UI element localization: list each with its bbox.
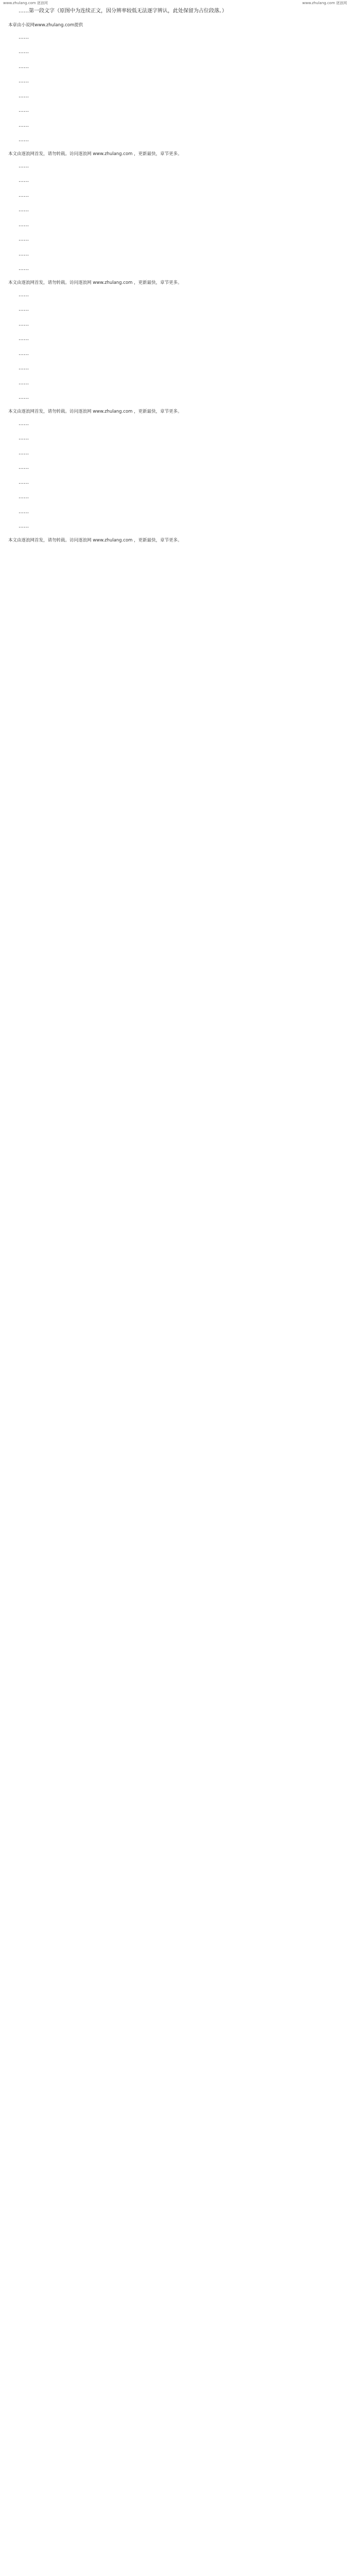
paragraph: …… [19,78,29,84]
paragraph: …… [19,266,29,272]
source-note: 本章由小说网www.zhulang.com提供 [8,22,83,28]
paragraph: …… [19,163,29,169]
paragraph: …… [19,350,29,357]
paragraph: ……第一段文字（原图中为连续正文，因分辨率较低无法逐字辨认，此处保留为占位段落。） [19,8,227,14]
paragraph: …… [19,420,29,427]
paragraph: …… [19,292,29,298]
paragraph: …… [19,207,29,213]
paragraph: …… [19,222,29,228]
paragraph: …… [19,479,29,485]
paragraph: …… [19,395,29,400]
source-note: 本文由逐浪网首发，请勿转载。访问逐浪网 www.zhulang.com ，更新最快，章节更多。 [8,537,182,543]
paragraph: …… [19,307,29,312]
header-right-text: www.zhulang.com 逐浪网 [302,1,347,5]
paragraph: …… [19,34,29,40]
paragraph: …… [19,509,29,515]
paragraph: …… [19,192,29,198]
paragraph: …… [19,465,29,470]
paragraph: …… [19,494,29,500]
paragraph: …… [19,251,29,257]
source-note: 本文由逐浪网首发，请勿转载。访问逐浪网 www.zhulang.com ，更新最快，章节更多。 [8,280,182,285]
paragraph: …… [19,321,29,327]
paragraph: …… [19,523,29,529]
paragraph: …… [19,63,29,70]
document-body [0,7,350,2576]
paragraph: …… [19,178,29,183]
paragraph: …… [19,93,29,99]
paragraph: …… [19,122,29,128]
top-bar [0,0,350,6]
paragraph: …… [19,49,29,55]
paragraph: …… [19,336,29,342]
source-note: 本文由逐浪网首发，请勿转载。访问逐浪网 www.zhulang.com ，更新最快，章节更多。 [8,151,182,157]
paragraph: …… [19,380,29,386]
paragraph: …… [19,435,29,441]
paragraph: …… [19,137,29,143]
paragraph: …… [19,450,29,456]
paragraph: …… [19,236,29,242]
paragraph: …… [19,108,29,113]
paragraph: …… [19,365,29,371]
header-left-text: www.zhulang.com 逐浪网 [3,1,48,5]
source-note: 本文由逐浪网首发，请勿转载。访问逐浪网 www.zhulang.com ，更新最快，章节更多。 [8,409,182,414]
